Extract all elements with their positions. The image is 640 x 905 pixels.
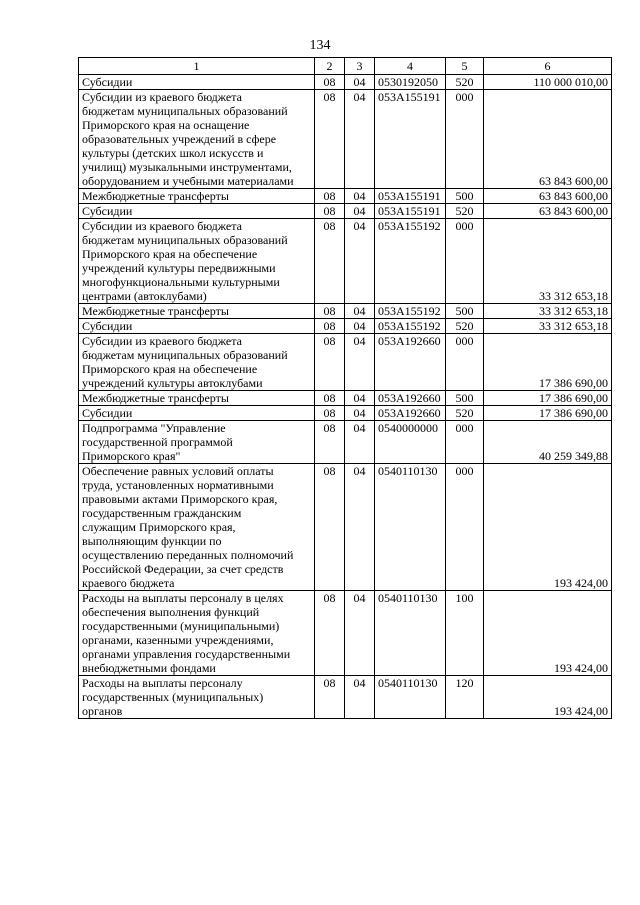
row-target-article: 053A155191 (375, 189, 446, 204)
row-name-line: краевого бюджета (82, 576, 175, 590)
row-subsection: 04 (345, 75, 375, 90)
row-subsection: 04 (345, 189, 375, 204)
row-expense-type: 520 (446, 75, 484, 90)
row-section: 08 (315, 219, 345, 304)
row-expense-type: 500 (446, 304, 484, 319)
row-name-line: многофункциональными культурными (82, 275, 280, 289)
row-section: 08 (315, 391, 345, 406)
row-subsection: 04 (345, 406, 375, 421)
row-target-article: 053A192660 (375, 334, 446, 391)
row-name (79, 90, 315, 189)
row-subsection: 04 (345, 204, 375, 219)
row-name (79, 204, 315, 219)
row-section: 08 (315, 334, 345, 391)
row-subsection: 04 (345, 304, 375, 319)
row-name-line: Подпрограмма "Управление (82, 421, 226, 435)
row-name-line: Межбюджетные трансферты (82, 391, 229, 405)
row-name (79, 591, 315, 676)
row-expense-type: 000 (446, 464, 484, 591)
row-name (79, 319, 315, 334)
row-name-line: труда, установленных нормативными (82, 478, 274, 492)
table-row (79, 189, 612, 204)
budget-table (78, 57, 612, 719)
row-expense-type: 120 (446, 676, 484, 719)
row-amount: 193 424,00 (484, 464, 612, 591)
row-expense-type: 000 (446, 334, 484, 391)
row-name (79, 391, 315, 406)
row-name-line: Межбюджетные трансферты (82, 304, 229, 318)
row-subsection: 04 (345, 676, 375, 719)
row-name (79, 334, 315, 391)
row-amount: 63 843 600,00 (484, 90, 612, 189)
header-cell-6: 6 (484, 58, 612, 75)
row-subsection: 04 (345, 464, 375, 591)
row-name-line: Приморского края на обеспечение (82, 247, 258, 261)
row-amount: 17 386 690,00 (484, 406, 612, 421)
header-cell-3: 3 (345, 58, 375, 75)
row-target-article: 053A155192 (375, 219, 446, 304)
row-name (79, 464, 315, 591)
row-name-line: Приморского края" (82, 449, 181, 463)
row-amount: 63 843 600,00 (484, 204, 612, 219)
table-row (79, 304, 612, 319)
budget-table-body (79, 58, 612, 719)
row-section: 08 (315, 204, 345, 219)
table-row (79, 334, 612, 391)
row-name-line: государственным гражданским (82, 506, 242, 520)
row-name-line: внебюджетными фондами (82, 661, 216, 675)
row-section: 08 (315, 591, 345, 676)
header-cell-1: 1 (79, 58, 315, 75)
row-name-line: Обеспечение равных условий оплаты (82, 464, 274, 478)
header-cell-2: 2 (315, 58, 345, 75)
row-name (79, 406, 315, 421)
row-name-line: бюджетам муниципальных образований (82, 104, 288, 118)
row-section: 08 (315, 189, 345, 204)
row-name-line: Субсидии (82, 204, 133, 218)
row-target-article: 053A155192 (375, 319, 446, 334)
row-name-line: государственных (муниципальных) (82, 690, 264, 704)
row-name-line: оборудованием и учебными материалами (82, 174, 294, 188)
row-name (79, 676, 315, 719)
row-section: 08 (315, 75, 345, 90)
row-amount: 17 386 690,00 (484, 334, 612, 391)
row-amount: 110 000 010,00 (484, 75, 612, 90)
table-row (79, 204, 612, 219)
row-name-line: правовыми актами Приморского края, (82, 492, 278, 506)
table-row (79, 464, 612, 591)
row-expense-type: 500 (446, 391, 484, 406)
row-expense-type: 000 (446, 219, 484, 304)
row-amount: 193 424,00 (484, 591, 612, 676)
row-subsection: 04 (345, 421, 375, 464)
table-header-row (79, 58, 612, 75)
row-section: 08 (315, 421, 345, 464)
row-name-line: училищ) музыкальными инструментами, (82, 160, 292, 174)
row-expense-type: 520 (446, 319, 484, 334)
row-name-line: центрами (автоклубами) (82, 289, 207, 303)
row-name-line: учреждений культуры автоклубами (82, 376, 263, 390)
row-amount: 17 386 690,00 (484, 391, 612, 406)
table-row (79, 319, 612, 334)
row-target-article: 053A155191 (375, 204, 446, 219)
row-name-line: Российской Федерации, за счет средств (82, 562, 284, 576)
row-expense-type: 520 (446, 406, 484, 421)
row-expense-type: 100 (446, 591, 484, 676)
row-target-article: 0540110130 (375, 676, 446, 719)
row-amount: 33 312 653,18 (484, 319, 612, 334)
row-name-line: бюджетам муниципальных образований (82, 348, 288, 362)
row-section: 08 (315, 406, 345, 421)
row-name-line: органами, казенными учреждениями, (82, 633, 274, 647)
header-cell-4: 4 (375, 58, 446, 75)
row-name-line: выполняющим функции по (82, 534, 222, 548)
row-name-line: Приморского края на оснащение (82, 118, 250, 132)
table-row (79, 676, 612, 719)
table-row (79, 219, 612, 304)
table-row (79, 90, 612, 189)
row-name-line: Субсидии из краевого бюджета (82, 334, 242, 348)
table-row (79, 391, 612, 406)
row-name-line: Субсидии (82, 75, 133, 89)
row-name-line: образовательных учреждений в сфере (82, 132, 277, 146)
row-subsection: 04 (345, 334, 375, 391)
row-expense-type: 500 (446, 189, 484, 204)
table-row (79, 421, 612, 464)
row-section: 08 (315, 319, 345, 334)
row-name-line: служащим Приморского края, (82, 520, 236, 534)
row-name-line: культуры (детских школ искусств и (82, 146, 264, 160)
row-name-line: органами управления государственными (82, 647, 291, 661)
row-name-line: Расходы на выплаты персоналу (82, 676, 243, 690)
row-target-article: 053A192660 (375, 391, 446, 406)
row-target-article: 0530192050 (375, 75, 446, 90)
row-name-line: государственными (муниципальными) (82, 619, 280, 633)
row-name-line: государственной программой (82, 435, 233, 449)
row-amount: 33 312 653,18 (484, 219, 612, 304)
row-target-article: 053A155191 (375, 90, 446, 189)
row-amount: 33 312 653,18 (484, 304, 612, 319)
row-name-line: учреждений культуры передвижными (82, 261, 276, 275)
row-section: 08 (315, 676, 345, 719)
row-name (79, 421, 315, 464)
row-amount: 40 259 349,88 (484, 421, 612, 464)
header-cell-5: 5 (446, 58, 484, 75)
table-row (79, 75, 612, 90)
row-amount: 193 424,00 (484, 676, 612, 719)
row-subsection: 04 (345, 319, 375, 334)
row-name (79, 304, 315, 319)
row-name-line: бюджетам муниципальных образований (82, 233, 288, 247)
row-name-line: Субсидии (82, 319, 133, 333)
row-expense-type: 000 (446, 421, 484, 464)
row-section: 08 (315, 464, 345, 591)
page-number: 134 (309, 38, 331, 53)
row-target-article: 053A155192 (375, 304, 446, 319)
table-row (79, 406, 612, 421)
row-name-line: осуществлению переданных полномочий (82, 548, 294, 562)
row-target-article: 053A192660 (375, 406, 446, 421)
row-name-line: Расходы на выплаты персоналу в целях (82, 591, 284, 605)
row-name-line: органов (82, 704, 123, 718)
row-expense-type: 520 (446, 204, 484, 219)
row-name-line: Межбюджетные трансферты (82, 189, 229, 203)
row-name (79, 219, 315, 304)
row-section: 08 (315, 90, 345, 189)
row-name-line: Субсидии (82, 406, 133, 420)
row-target-article: 0540000000 (375, 421, 446, 464)
row-name-line: обеспечения выполнения функций (82, 605, 260, 619)
row-name (79, 75, 315, 90)
row-subsection: 04 (345, 391, 375, 406)
row-subsection: 04 (345, 591, 375, 676)
row-name-line: Приморского края на обеспечение (82, 362, 258, 376)
row-target-article: 0540110130 (375, 591, 446, 676)
row-amount: 63 843 600,00 (484, 189, 612, 204)
row-name-line: Субсидии из краевого бюджета (82, 219, 242, 233)
table-row (79, 591, 612, 676)
row-section: 08 (315, 304, 345, 319)
row-name (79, 189, 315, 204)
row-name-line: Субсидии из краевого бюджета (82, 90, 242, 104)
row-subsection: 04 (345, 219, 375, 304)
row-subsection: 04 (345, 90, 375, 189)
row-target-article: 0540110130 (375, 464, 446, 591)
row-expense-type: 000 (446, 90, 484, 189)
